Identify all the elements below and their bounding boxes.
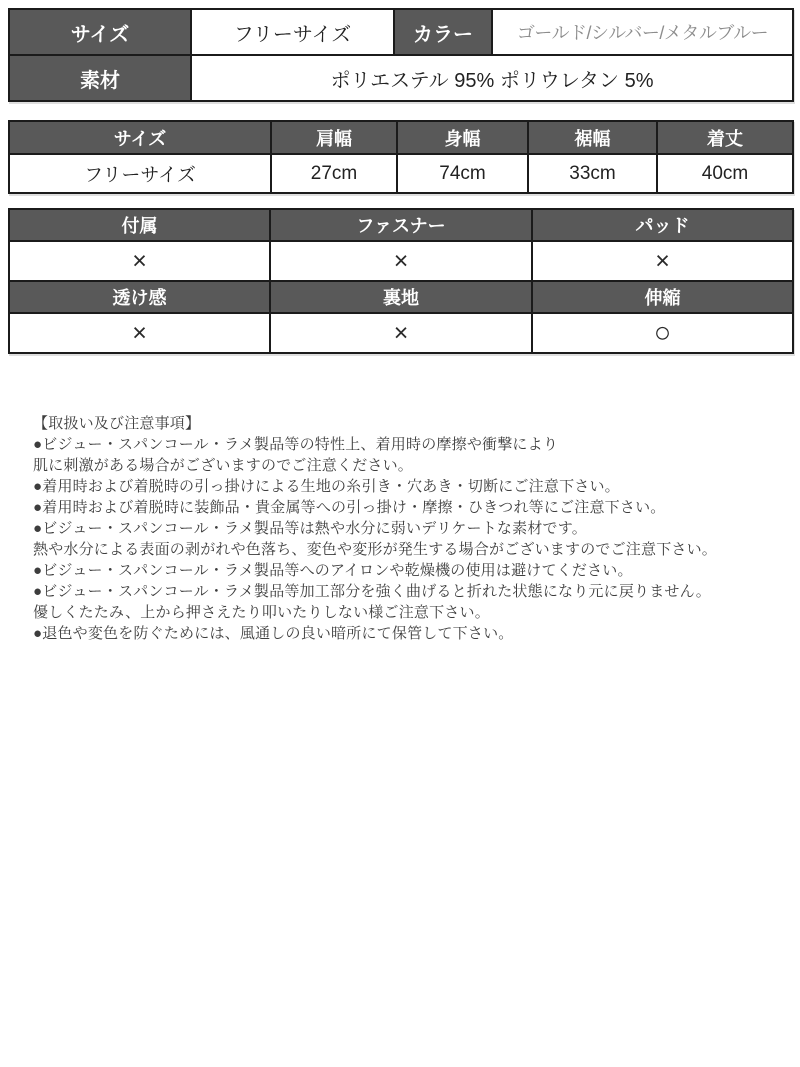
features-table: [8, 208, 794, 354]
spec-row-size-color: [9, 9, 793, 55]
care-note-line: ●退色や変色を防ぐためには、風通しの良い暗所にて保管して下さい。: [33, 625, 514, 642]
features-value-row-1: [9, 241, 793, 281]
feature-header-accessories: 付属: [9, 209, 270, 241]
measure-header-shoulder: 肩幅: [271, 121, 397, 154]
feature-header-pad: パッド: [532, 209, 793, 241]
size-label-cell: サイズ: [9, 9, 191, 55]
size-value-cell: フリーサイズ: [191, 9, 394, 55]
care-note-line: 優しくたたみ、上から押さえたり叩いたりしない様ご注意下さい。: [33, 604, 490, 621]
feature-header-sheerness: 透け感: [9, 281, 270, 313]
care-note-line: ●ビジュー・スパンコール・ラメ製品等は熱や水分に弱いデリケートな素材です。: [33, 520, 587, 537]
material-value-cell: ポリエステル 95% ポリウレタン 5%: [191, 55, 793, 101]
features-header-row-1: [9, 209, 793, 241]
measure-value-size: フリーサイズ: [9, 154, 271, 193]
measure-value-body-width: 74cm: [397, 154, 528, 193]
care-notes-title: 【取扱い及び注意事項】: [33, 415, 201, 432]
measure-header-hem-width: 裾幅: [528, 121, 657, 154]
feature-header-fastener: ファスナー: [270, 209, 532, 241]
feature-value-fastener: ×: [270, 241, 532, 281]
spec-table: [8, 8, 794, 102]
features-value-row-2: [9, 313, 793, 353]
measure-header-body-width: 身幅: [397, 121, 528, 154]
spec-row-material: [9, 55, 793, 101]
feature-value-accessories: ×: [9, 241, 270, 281]
care-note-line: ●着用時および着脱時に装飾品・貴金属等への引っ掛け・摩擦・ひきつれ等にご注意下さい。: [33, 499, 666, 516]
color-label-cell: カラー: [394, 9, 492, 55]
measure-value-hem-width: 33cm: [528, 154, 657, 193]
feature-header-lining: 裏地: [270, 281, 532, 313]
measurements-header-row: [9, 121, 793, 154]
feature-value-lining: ×: [270, 313, 532, 353]
care-note-line: ●ビジュー・スパンコール・ラメ製品等へのアイロンや乾燥機の使用は避けてください。: [33, 562, 633, 579]
care-note-line: 肌に刺激がある場合がございますのでご注意ください。: [33, 457, 414, 474]
measurements-data-row: [9, 154, 793, 193]
care-notes: [33, 413, 792, 644]
measure-value-length: 40cm: [657, 154, 793, 193]
measure-value-shoulder: 27cm: [271, 154, 397, 193]
features-header-row-2: [9, 281, 793, 313]
care-note-line: ●着用時および着脱時の引っ掛けによる生地の糸引き・穴あき・切断にご注意下さい。: [33, 478, 620, 495]
feature-value-stretch: ○: [532, 313, 793, 353]
material-label-cell: 素材: [9, 55, 191, 101]
care-note-line: 熱や水分による表面の剥がれや色落ち、変色や変形が発生する場合がございますのでご注意下さい。: [33, 541, 718, 558]
feature-value-sheerness: ×: [9, 313, 270, 353]
measurements-table: [8, 120, 794, 194]
feature-value-pad: ×: [532, 241, 793, 281]
color-value-cell: ゴールド/シルバー/メタルブルー: [492, 9, 793, 55]
measure-header-size: サイズ: [9, 121, 271, 154]
measure-header-length: 着丈: [657, 121, 793, 154]
care-note-line: ●ビジュー・スパンコール・ラメ製品等加工部分を強く曲げると折れた状態になり元に戻りません。: [33, 583, 711, 600]
care-note-line: ●ビジュー・スパンコール・ラメ製品等の特性上、着用時の摩擦や衝撃により: [33, 436, 559, 453]
feature-header-stretch: 伸縮: [532, 281, 793, 313]
